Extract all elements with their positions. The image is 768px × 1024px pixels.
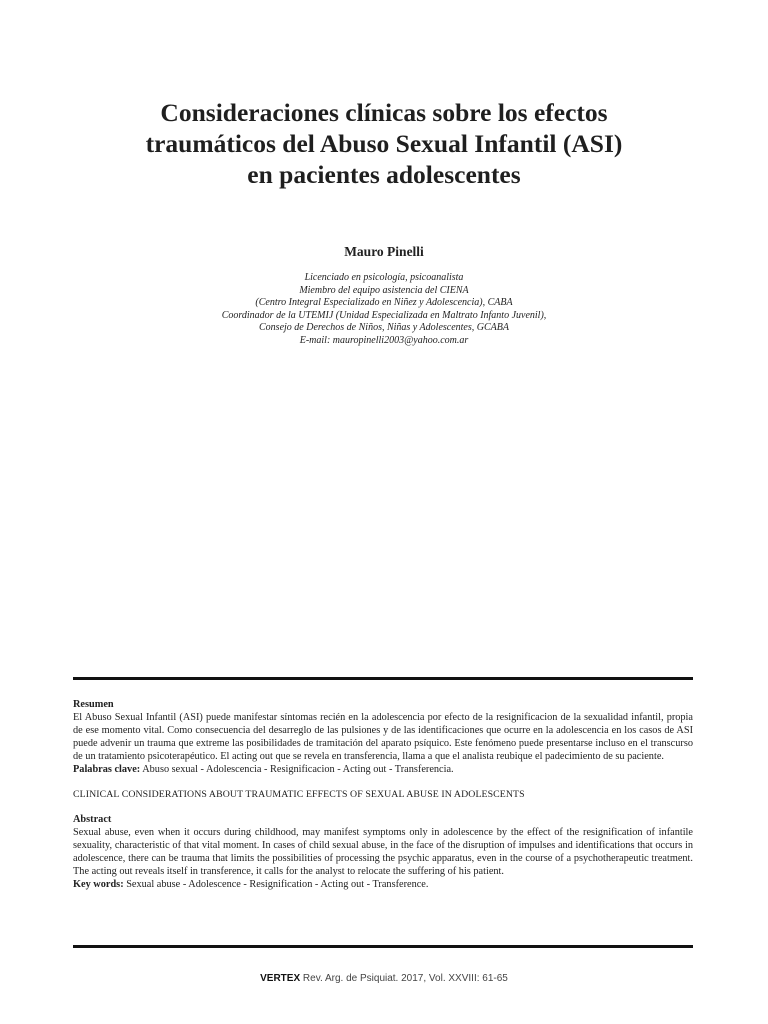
title-line: en pacientes adolescentes bbox=[247, 160, 521, 189]
key-words-label: Key words: bbox=[73, 879, 124, 890]
top-divider bbox=[73, 677, 693, 680]
author-name: Mauro Pinelli bbox=[344, 244, 424, 259]
affiliation-line: Coordinador de la UTEMIJ (Unidad Especializada en Maltrato Infanto Juvenil), bbox=[221, 309, 547, 321]
affiliation-line: Consejo de Derechos de Niños, Niñas y Adolescentes, GCABA bbox=[259, 322, 509, 333]
abstract-heading: Abstract bbox=[73, 814, 112, 825]
title-line: traumáticos del Abuso Sexual Infantil (ASI) bbox=[145, 129, 623, 158]
resumen-keywords bbox=[73, 763, 693, 776]
journal-brand: VERTEX bbox=[260, 973, 301, 984]
resumen-heading: Resumen bbox=[73, 699, 114, 710]
affiliation-line: Miembro del equipo asistencia del CIENA bbox=[299, 284, 469, 296]
resumen-body: El Abuso Sexual Infantil (ASI) puede manifestar síntomas recién en la adolescencia por efecto de la resignificacion de la sexualidad infantil, propia de ese momento vital. Como consecuencia del desarreglo de las pulsiones y de las identificaciones que ocurre en la adolescencia en los casos de ASI puede advenir un trauma que extreme las posibilidades de tramitación del aparato psíquico. Este fenómeno puede presentarse incluso en el transcurso de un tratamiento psicoterapéutico. El acting out que se revela en transferencia, llama a que el analista reubique el padecimiento de su paciente. bbox=[73, 712, 693, 762]
bottom-divider bbox=[73, 945, 693, 948]
title-line: Consideraciones clínicas sobre los efectos bbox=[160, 98, 608, 127]
palabras-clave-label: Palabras clave: bbox=[73, 764, 141, 775]
palabras-clave-values: Abuso sexual - Adolescencia - Resignificacion - Acting out - Transferencia. bbox=[140, 764, 454, 775]
affiliation-line: Licenciado en psicología, psicoanalista bbox=[304, 272, 464, 283]
affiliation-line: (Centro Integral Especializado en Niñez y Adolescencia), CABA bbox=[255, 297, 513, 308]
abstract-keywords bbox=[73, 878, 693, 891]
english-title: CLINICAL CONSIDERATIONS ABOUT TRAUMATIC EFFECTS OF SEXUAL ABUSE IN ADOLESCENTS bbox=[73, 789, 525, 800]
journal-citation: Rev. Arg. de Psiquiat. 2017, Vol. XXVIII: 61-65 bbox=[300, 973, 508, 984]
journal-footer bbox=[0, 973, 768, 984]
abstract-body: Sexual abuse, even when it occurs during childhood, may manifest symptoms only in adolescence by the effect of the resignification of infantile sexuality, characteristic of that vital moment. In cases of child sexual abuse, in the face of the disruption of impulses and identifications that occurs in adolescence, there can be trauma that limits the possibilities of processing the psychic apparatus, even in the course of a psychotherapeutic treatment. The acting out reveals itself in transference, it calls for the analyst to relocate the suffering of his patient. bbox=[73, 827, 693, 877]
author-affiliation bbox=[0, 272, 768, 347]
article-title bbox=[60, 97, 708, 190]
abstracts-section bbox=[73, 698, 693, 891]
author-email: E-mail: mauropinelli2003@yahoo.com.ar bbox=[299, 334, 469, 346]
key-words-values: Sexual abuse - Adolescence - Resignification - Acting out - Transference. bbox=[123, 879, 429, 890]
